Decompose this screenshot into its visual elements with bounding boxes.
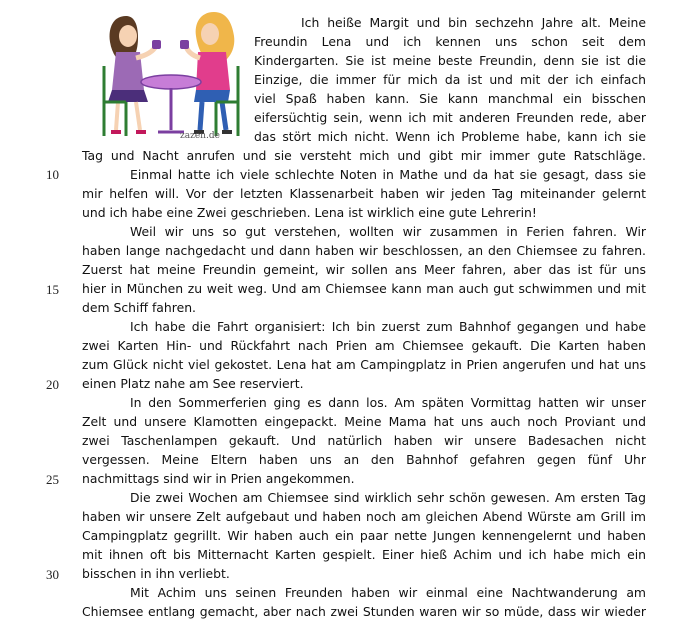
- line-number: 25: [46, 472, 59, 487]
- two-girls-drinking-tea-icon: [96, 6, 246, 146]
- text-line: Campingplatz gegrillt. Wir haben auch ein paar nette Jungen kennengelernt und haben: [82, 528, 646, 543]
- text-line: mit ihnen oft bis Mitternacht Karten gespielt. Einer hieß Achim und ich habe mich ein: [82, 547, 646, 562]
- text-line: Die zwei Wochen am Chiemsee sind wirklich sehr schön gewesen. Am ersten Tag: [130, 490, 646, 505]
- text-line: zwei Karten Hin- und Rückfahrt nach Prien am Chiemsee gekauft. Die Karten haben: [82, 338, 646, 353]
- text-line: Chiemsee entlang gemacht, aber nach zwei Stunden waren wir so müde, dass wir wieder: [82, 604, 646, 619]
- text-line: haben wir unsere Zelt aufgebaut und haben noch am gleichen Abend Würste am Grill im: [82, 509, 646, 524]
- line-number: 15: [46, 282, 59, 297]
- two-girls-tea-illustration: [96, 6, 246, 146]
- text-line: Einzige, die immer für mich da ist und mit der ich einfach: [254, 72, 646, 87]
- text-line: Mit Achim uns seinen Freunden haben wir einmal eine Nachtwanderung am: [130, 585, 646, 600]
- text-line: haben lange nachgedacht und dann haben wir beschlossen, an den Chiemsee zu fahren.: [82, 243, 646, 258]
- text-line: das stört mich nicht. Wenn ich Probleme habe, kann ich sie: [254, 129, 646, 144]
- text-line: hier in München zu weit weg. Und am Chiemsee kann man auch gut schwimmen und mit: [82, 281, 646, 296]
- text-line: In den Sommerferien ging es dann los. Am späten Vormittag hatten wir unser: [130, 395, 646, 410]
- text-line: zum Glück nicht viel gekostet. Lena hat am Campingplatz in Prien angerufen und hat uns: [82, 357, 646, 372]
- text-line: nachmittags sind wir in Prien angekommen.: [82, 471, 355, 486]
- text-line: bisschen in ihn verliebt.: [82, 566, 230, 581]
- text-line: Zelt und unsere Klamotten eingepackt. Meine Mama hat uns auch noch Proviant und: [82, 414, 646, 429]
- line-number: 30: [46, 567, 59, 582]
- text-line: mir helfen will. Vor der letzten Klassenarbeit haben wir jeden Tag miteinander gelernt: [82, 186, 646, 201]
- text-line: Tag und Nacht anrufen und sie versteht mich und gibt mir immer gute Ratschläge.: [82, 148, 646, 163]
- text-line: Ich habe die Fahrt organisiert: Ich bin zuerst zum Bahnhof gegangen und habe: [130, 319, 646, 334]
- text-line: eifersüchtig sein, wenn ich mit anderen Freunden rede, aber: [254, 110, 646, 125]
- line-number: 10: [46, 167, 59, 182]
- text-line: Freundin Lena und ich kennen uns schon seit dem: [254, 34, 646, 49]
- line-number: 20: [46, 377, 59, 392]
- text-line: Zuerst hat meine Freundin gemeint, wir sollen ans Meer fahren, aber das ist für uns: [82, 262, 646, 277]
- text-line: zwei Taschenlampen gekauft. Und natürlich haben wir unsere Badesachen nicht: [82, 433, 646, 448]
- text-line: viel Spaß haben kann. Sie kann manchmal ein bisschen: [254, 91, 646, 106]
- text-line: dem Schiff fahren.: [82, 300, 196, 315]
- text-line: und ich habe eine Zwei geschrieben. Lena ist wirklich eine gute Lehrerin!: [82, 205, 537, 220]
- text-line: einen Platz nahe am See reserviert.: [82, 376, 304, 391]
- text-line: Kindergarten. Sie ist meine beste Freundin, denn sie ist die: [254, 53, 646, 68]
- text-line: vergessen. Meine Eltern haben uns an den Bahnhof gefahren gegen fünf Uhr: [82, 452, 646, 467]
- illustration-watermark: zazen.de: [180, 131, 220, 141]
- text-line: Weil wir uns so gut verstehen, wollten wir zusammen in Ferien fahren. Wir: [130, 224, 646, 239]
- text-line: Ich heiße Margit und bin sechzehn Jahre alt. Meine: [301, 15, 646, 30]
- text-line: Einmal hatte ich viele schlechte Noten in Mathe und da hat sie gesagt, dass sie: [130, 167, 646, 182]
